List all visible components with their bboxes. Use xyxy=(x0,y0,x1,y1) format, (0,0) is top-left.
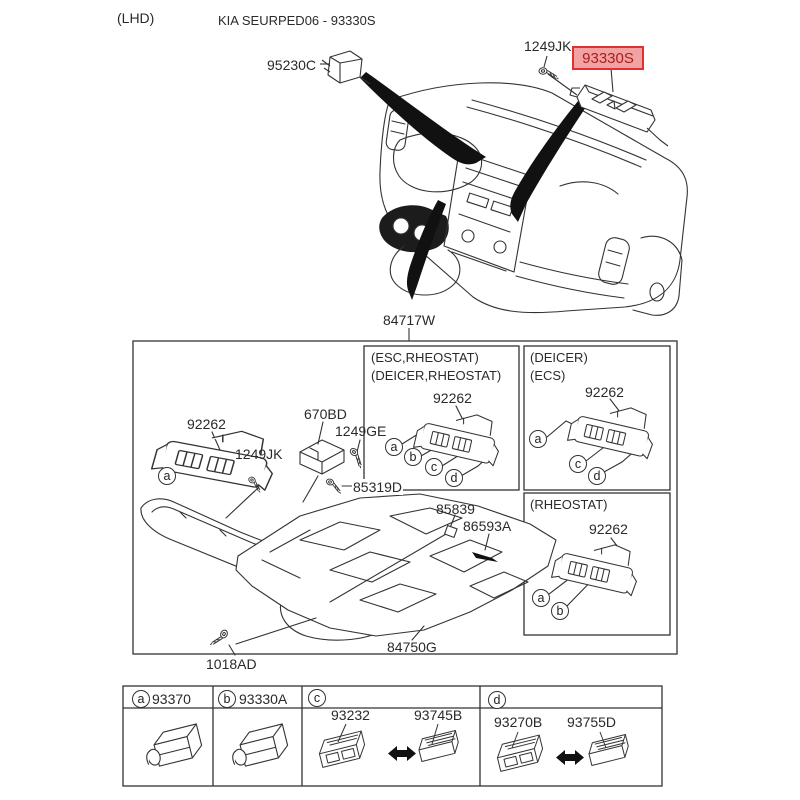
pointer-swoosh-arrows xyxy=(360,72,586,300)
box2-title-line1: (DEICER) xyxy=(530,350,588,365)
box1-part-label-92262[interactable]: 92262 xyxy=(433,390,472,406)
part-label-670BD[interactable]: 670BD xyxy=(304,406,347,422)
table-part-label-93755D[interactable]: 93755D xyxy=(567,714,617,730)
part-label-1018AD[interactable]: 1018AD xyxy=(206,656,257,672)
part-label-92262-inset[interactable]: 92262 xyxy=(187,416,226,432)
part-label-1249JK-inset[interactable]: 1249JK xyxy=(235,446,283,462)
table-part-label-93330A[interactable]: 93330A xyxy=(239,691,288,707)
box3-part-label-92262[interactable]: 92262 xyxy=(589,521,628,537)
callout-a-table: a xyxy=(132,690,150,708)
callout-a-box1: a xyxy=(385,438,403,456)
callout-c-box2: c xyxy=(569,455,587,473)
part-label-86593A[interactable]: 86593A xyxy=(463,518,512,534)
part-label-84717W[interactable]: 84717W xyxy=(383,312,436,328)
box1-title-line1: (ESC,RHEOSTAT) xyxy=(371,350,479,365)
callout-d-box2: d xyxy=(588,467,606,485)
part-label-1249JK-top[interactable]: 1249JK xyxy=(524,38,572,54)
box1-title-line2: (DEICER,RHEOSTAT) xyxy=(371,368,502,383)
callout-c-box1: c xyxy=(425,458,443,476)
part-art-92262-box1 xyxy=(414,415,501,466)
callout-b-box1: b xyxy=(404,448,422,466)
part-art-92262-box2 xyxy=(568,408,655,459)
callout-a-box2: a xyxy=(529,430,547,448)
callout-c-table: c xyxy=(308,689,326,707)
box2-title-line2: (ECS) xyxy=(530,368,566,383)
diagram-title: KIA SEURPED06 - 93330S xyxy=(218,13,376,28)
table-part-label-93270B[interactable]: 93270B xyxy=(494,714,543,730)
lhd-label: (LHD) xyxy=(117,10,155,26)
callout-d-table: d xyxy=(488,691,506,709)
part-label-1249GE[interactable]: 1249GE xyxy=(335,423,387,439)
part-label-85839[interactable]: 85839 xyxy=(436,501,475,517)
callout-d-box1: d xyxy=(445,469,463,487)
callout-a-inset: a xyxy=(158,467,176,485)
callout-b-table: b xyxy=(218,690,236,708)
part-art-95230C xyxy=(320,51,370,84)
box2-part-label-92262[interactable]: 92262 xyxy=(585,384,624,400)
table-part-label-93370[interactable]: 93370 xyxy=(152,691,191,707)
callout-a-box3: a xyxy=(532,589,550,607)
table-part-label-93745B[interactable]: 93745B xyxy=(414,707,463,723)
highlighted-part-label-93330S[interactable]: 93330S xyxy=(572,46,644,70)
table-part-icons xyxy=(141,724,630,771)
part-art-92262-box3 xyxy=(552,545,639,596)
box3-title-line1: (RHEOSTAT) xyxy=(530,497,608,512)
part-label-84750G[interactable]: 84750G xyxy=(387,639,437,655)
part-label-95230C[interactable]: 95230C xyxy=(267,57,317,73)
table-part-label-93232[interactable]: 93232 xyxy=(331,707,370,723)
part-label-85319D[interactable]: 85319D xyxy=(353,479,403,495)
callout-b-box3: b xyxy=(551,602,569,620)
